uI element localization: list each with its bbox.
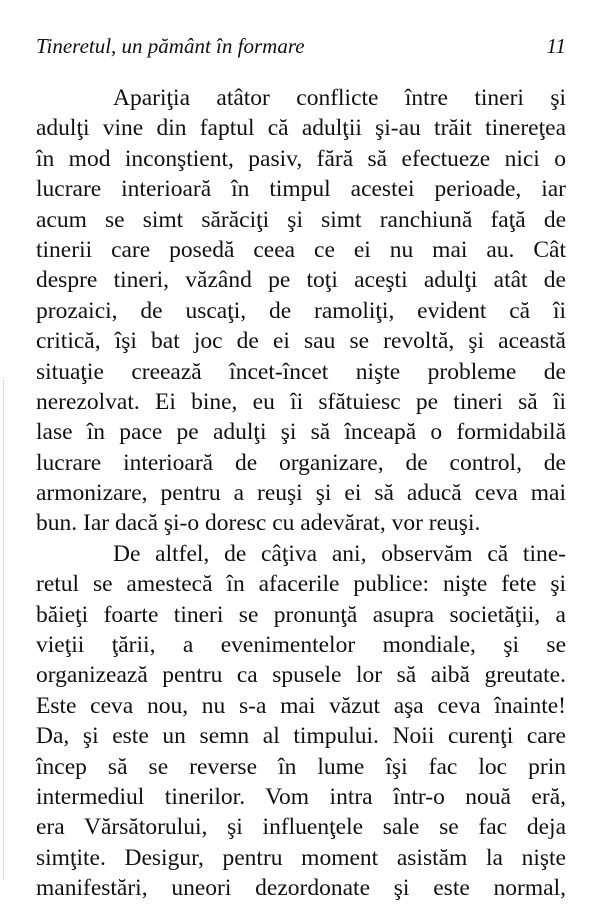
- paragraph-1-line: lucrare interioară de organizare, de control, de: [36, 449, 566, 476]
- paragraph-1-line: tinerii care posedă ceea ce ei nu mai au. Cât: [36, 236, 566, 263]
- paragraph-2-line: manifestări, uneori dezordonate şi este normal,: [36, 875, 566, 902]
- paragraph-2-line: retul se amestecă în afacerile publice: nişte fete şi: [36, 571, 566, 598]
- paragraph-2-line: simţite. Desigur, pentru moment asistăm la nişte: [36, 844, 566, 871]
- paragraph-2-line: era Vărsătorului, şi influenţele sale se fac deja: [36, 814, 566, 841]
- paragraph-2-line: intermediul tinerilor. Vom intra într-o nouă eră,: [36, 783, 566, 810]
- paragraph-2-line: Este ceva nou, nu s-a mai văzut aşa ceva înainte!: [36, 692, 566, 719]
- paragraph-2-line: Da, şi este un semn al timpului. Noii curenţi care: [36, 723, 566, 750]
- paragraph-1-line: armonizare, pentru a reuşi şi ei să aducă ceva mai: [36, 480, 566, 507]
- paragraph-1-line: Apariţia atâtor conflicte între tineri şi: [113, 85, 566, 111]
- paragraph-1-line: situaţie creează încet-încet nişte probleme de: [36, 358, 566, 385]
- page-number: 11: [546, 34, 566, 58]
- paragraph-1-line: în mod inconştient, pasiv, fără să efectueze nici o: [36, 145, 566, 172]
- paragraph-1-line: nerezolvat. Ei bine, eu îi sfătuiesc pe tineri să îi: [36, 388, 566, 415]
- paragraph-2-line: încep să se reverse în lume îşi fac loc prin: [36, 753, 566, 780]
- paragraph-2-line: organizează pentru ca spusele lor să aibă greutate.: [36, 662, 566, 689]
- paragraph-1-line: lase în pace pe adulţi şi să înceapă o formidabilă: [36, 419, 566, 446]
- paragraph-1-line: adulţi vine din faptul că adulţii şi-au trăit tinereţea: [36, 115, 566, 142]
- running-header: [36, 31, 566, 61]
- paragraph-1-line: bun. Iar dacă şi-o doresc cu adevărat, vor reuşi.: [36, 510, 481, 537]
- paragraph-1-line: critică, îşi bat joc de ei sau se revoltă, şi această: [36, 328, 566, 355]
- paragraph-1-line: prozaici, de uscaţi, de ramoliţi, evident că îi: [36, 297, 566, 324]
- paragraph-1-line: lucrare interioară în timpul acestei perioade, iar: [36, 176, 566, 203]
- paragraph-2-line: vieţii ţării, a evenimentelor mondiale, şi se: [36, 632, 566, 659]
- scan-edge-shadow: [3, 380, 5, 880]
- body-text: [36, 83, 566, 904]
- paragraph-2-line: băieţi foarte tineri se pronunţă asupra societăţii, a: [36, 601, 566, 628]
- paragraph-1-line: despre tineri, văzând pe toţi aceşti adulţi atât de: [36, 267, 566, 294]
- paragraph-2-line: De altfel, de câţiva ani, observăm că tine-: [113, 540, 566, 567]
- paragraph-1-line: acum se simt sărăciţi şi simt ranchiună faţă de: [36, 206, 566, 233]
- running-title: Tineretul, un pământ în formare: [36, 34, 305, 58]
